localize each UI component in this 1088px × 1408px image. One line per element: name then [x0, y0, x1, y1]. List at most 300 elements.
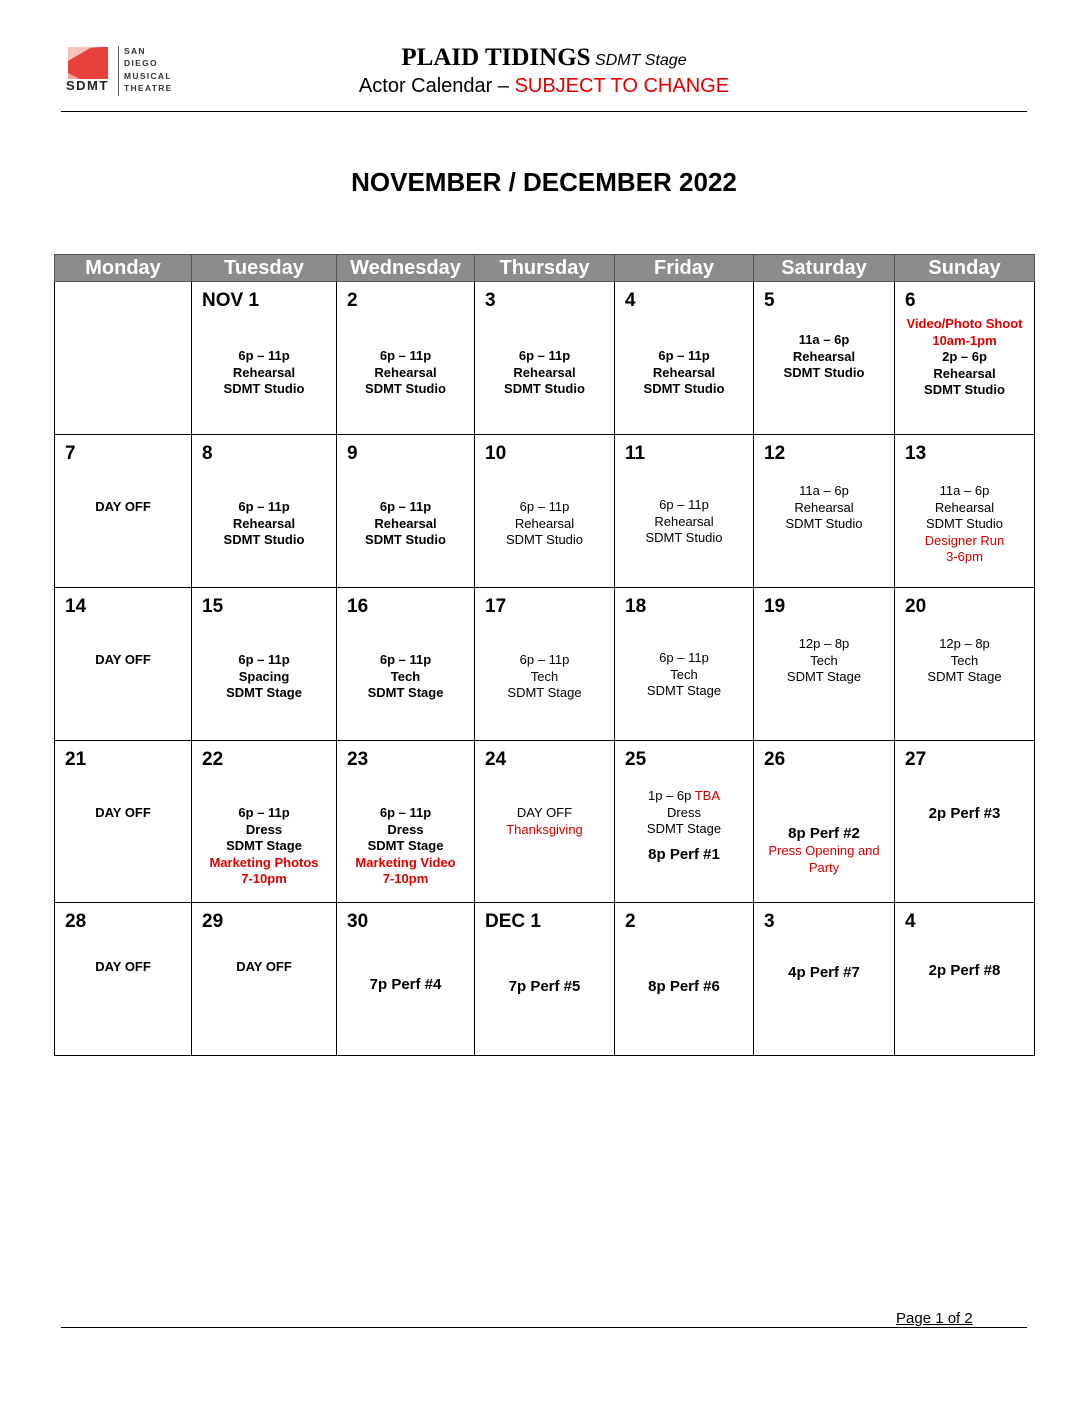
schedule-text: 6p – 11p [238, 348, 290, 363]
schedule-text: 10am-1pm [932, 332, 997, 348]
schedule-line [615, 788, 753, 805]
day-content [475, 741, 614, 902]
day-schedule [337, 976, 474, 994]
schedule-text: Dress [245, 821, 283, 837]
day-schedule [475, 805, 614, 838]
calendar-body [55, 282, 1035, 1056]
calendar-grid [54, 254, 1035, 1056]
day-schedule [615, 978, 753, 996]
schedule-text: 8p Perf #6 [648, 978, 720, 995]
schedule-text: SDMT Studio [223, 381, 305, 396]
schedule-text: SDMT Stage [786, 669, 862, 684]
calendar-day-cell [895, 282, 1035, 435]
calendar-week-row [55, 435, 1035, 588]
day-content [895, 588, 1034, 740]
schedule-line [337, 532, 474, 549]
day-content [192, 588, 336, 740]
schedule-line [895, 533, 1034, 550]
schedule-line [192, 805, 336, 822]
day-schedule [192, 652, 336, 702]
schedule-line [754, 636, 894, 653]
schedule-text: 6p – 11p [379, 348, 432, 363]
day-schedule [337, 499, 474, 549]
weekday-header-row [55, 255, 1035, 282]
day-number: 23 [347, 749, 369, 770]
schedule-line [615, 348, 753, 365]
day-number: 11 [625, 443, 646, 464]
weekday-header: Sunday [895, 255, 1035, 282]
schedule-text: Rehearsal [514, 515, 575, 531]
schedule-text: Rehearsal [654, 513, 714, 529]
calendar-day-cell [337, 435, 475, 588]
calendar-day-cell [192, 741, 337, 903]
month-title: NOVEMBER / DECEMBER 2022 [351, 167, 737, 197]
calendar-day-cell [895, 903, 1035, 1056]
calendar-week-row [55, 588, 1035, 741]
calendar-day-cell [895, 588, 1035, 741]
day-schedule [754, 483, 894, 533]
day-number: 22 [202, 749, 224, 770]
day-number: 9 [347, 443, 358, 464]
schedule-line [337, 381, 474, 398]
schedule-line [192, 959, 336, 976]
schedule-line [337, 822, 474, 839]
calendar-day-cell [475, 588, 615, 741]
schedule-line [55, 499, 191, 516]
day-number: 27 [905, 749, 927, 770]
logo-abbreviation: SDMT [66, 78, 109, 93]
schedule-line [475, 499, 614, 516]
day-content [192, 741, 336, 902]
schedule-text: Spacing [238, 668, 290, 684]
schedule-text: Marketing Video [355, 854, 456, 870]
day-schedule [55, 805, 191, 822]
day-content [475, 588, 614, 740]
schedule-line [754, 669, 894, 686]
schedule-text: DAY OFF [95, 652, 151, 667]
day-content [895, 435, 1034, 587]
day-number: 2 [625, 911, 636, 932]
schedule-line [337, 516, 474, 533]
schedule-line [337, 499, 474, 516]
header-rule [61, 111, 1027, 112]
schedule-text: Rehearsal [792, 348, 856, 364]
calendar-day-cell [55, 741, 192, 903]
schedule-text: DAY OFF [95, 959, 151, 974]
schedule-text: SDMT Stage [367, 685, 444, 700]
calendar-day-cell [475, 282, 615, 435]
calendar-day-cell [615, 741, 754, 903]
schedule-text: 6p – 11p [659, 497, 709, 512]
schedule-text: SDMT Studio [504, 381, 585, 396]
schedule-line [192, 516, 336, 533]
day-schedule [895, 636, 1034, 686]
schedule-line [337, 805, 474, 822]
calendar-day-cell [754, 741, 895, 903]
schedule-text: DAY OFF [516, 805, 573, 820]
day-schedule [192, 959, 336, 976]
schedule-text: SDMT Studio [365, 381, 446, 396]
day-schedule [192, 348, 336, 398]
schedule-line [754, 500, 894, 517]
day-number: NOV 1 [202, 290, 260, 311]
schedule-text: SDMT Stage [367, 838, 444, 853]
calendar-week-row [55, 741, 1035, 903]
day-schedule [475, 978, 614, 996]
schedule-line [55, 959, 191, 976]
schedule-line [192, 381, 336, 398]
schedule-text: Dress [387, 821, 424, 837]
schedule-text: Tech [670, 666, 698, 682]
schedule-line [754, 332, 894, 349]
schedule-line [192, 348, 336, 365]
schedule-text: Tech [950, 652, 979, 668]
logo-word: THEATRE [124, 83, 173, 94]
schedule-text: SDMT Studio [924, 382, 1005, 397]
day-number: 20 [905, 596, 927, 617]
schedule-line [192, 838, 336, 855]
schedule-line [475, 652, 614, 669]
calendar-day-cell [337, 741, 475, 903]
schedule-line [475, 348, 614, 365]
schedule-text: 6p – 11p [658, 348, 710, 363]
calendar-day-cell [615, 588, 754, 741]
schedule-text: 7-10pm [382, 871, 429, 886]
page-number: Page 1 of 2 [896, 1310, 973, 1327]
calendar-day-cell [754, 903, 895, 1056]
day-number: 24 [485, 749, 507, 770]
schedule-line [754, 365, 894, 382]
schedule-text: 6p – 11p [519, 652, 570, 667]
schedule-line [615, 683, 753, 700]
day-number: 30 [347, 911, 369, 932]
schedule-line [475, 532, 614, 549]
schedule-line [615, 805, 753, 822]
calendar-day-cell [615, 903, 754, 1056]
logo-word: SAN [124, 46, 146, 56]
calendar-day-cell [754, 282, 895, 435]
schedule-line [895, 382, 1034, 399]
day-content [475, 435, 614, 587]
day-content [192, 435, 336, 587]
header-title-line [0, 44, 1088, 72]
day-content [754, 282, 894, 434]
day-content [615, 588, 753, 740]
day-schedule [337, 348, 474, 398]
day-number: 5 [764, 290, 775, 311]
day-content [55, 282, 191, 434]
schedule-text: Tech [390, 668, 421, 684]
day-content [55, 741, 191, 902]
day-number: DEC 1 [485, 911, 541, 932]
calendar-day-cell [55, 903, 192, 1056]
calendar-day-cell [337, 588, 475, 741]
schedule-line [895, 669, 1034, 686]
calendar-day-cell [615, 435, 754, 588]
schedule-text: SDMT Stage [226, 685, 302, 700]
schedule-text: SDMT Studio [223, 532, 305, 547]
day-number: 12 [764, 443, 786, 464]
schedule-text: Tech [530, 668, 559, 684]
calendar-day-cell [192, 588, 337, 741]
schedule-line [895, 549, 1034, 566]
schedule-text: Thanksgiving [506, 821, 583, 837]
day-schedule [475, 348, 614, 398]
day-schedule [754, 636, 894, 686]
schedule-line [475, 381, 614, 398]
schedule-text: 6p – 11p [379, 805, 432, 820]
day-schedule [192, 499, 336, 549]
schedule-line [895, 500, 1034, 517]
calendar-day-cell [55, 588, 192, 741]
schedule-text: 6p – 11p [238, 652, 290, 667]
day-schedule [615, 497, 753, 547]
schedule-text: 6p – 11p [659, 650, 709, 665]
schedule-text: Designer Run [924, 532, 1005, 548]
day-number: 29 [202, 911, 224, 932]
calendar-day-cell [615, 282, 754, 435]
schedule-line [895, 333, 1034, 350]
schedule-line [192, 855, 336, 872]
day-number: 26 [764, 749, 786, 770]
calendar-week-row [55, 903, 1035, 1056]
schedule-text: 6p – 11p [379, 652, 432, 667]
schedule-line [895, 483, 1034, 500]
day-content [615, 903, 753, 1055]
weekday-header: Thursday [475, 255, 615, 282]
schedule-line [475, 685, 614, 702]
day-content [192, 903, 336, 1055]
day-number: 2 [347, 290, 358, 311]
schedule-line [192, 822, 336, 839]
schedule-text: SDMT Stage [507, 685, 582, 700]
day-schedule [615, 650, 753, 700]
day-number: 13 [905, 443, 927, 464]
schedule-line [895, 636, 1034, 653]
schedule-line [615, 846, 753, 864]
schedule-line [337, 976, 474, 994]
schedule-line [192, 365, 336, 382]
day-number: 21 [65, 749, 87, 770]
day-content [895, 903, 1034, 1055]
day-schedule [475, 652, 614, 702]
schedule-line [895, 962, 1034, 980]
schedule-line [754, 653, 894, 670]
schedule-text: 6p – 11p [519, 499, 570, 514]
weekday-header: Tuesday [192, 255, 337, 282]
schedule-line [895, 316, 1034, 333]
schedule-text: SDMT Studio [645, 530, 723, 545]
schedule-text: DAY OFF [95, 499, 151, 514]
schedule-text: Rehearsal [374, 515, 437, 531]
day-content [337, 282, 474, 434]
schedule-line [337, 871, 474, 888]
day-content [754, 435, 894, 587]
day-content [337, 588, 474, 740]
schedule-text: 6p – 11p [238, 499, 290, 514]
schedule-text: 4p Perf #7 [788, 964, 860, 981]
calendar-day-cell [475, 435, 615, 588]
day-schedule [754, 964, 894, 982]
schedule-line [475, 365, 614, 382]
day-number: 7 [65, 443, 76, 464]
schedule-text: DAY OFF [236, 959, 292, 974]
schedule-text: Rehearsal [794, 499, 854, 515]
schedule-line [615, 514, 753, 531]
day-schedule [192, 805, 336, 888]
day-content [475, 903, 614, 1055]
day-content [615, 741, 753, 902]
day-number: 28 [65, 911, 87, 932]
weekday-header: Wednesday [337, 255, 475, 282]
schedule-text: 6p – 11p [379, 499, 432, 514]
day-content [895, 282, 1034, 434]
schedule-line [337, 348, 474, 365]
footer-rule [61, 1327, 1027, 1328]
day-number: 10 [485, 443, 507, 464]
schedule-text: DAY OFF [95, 805, 151, 820]
schedule-line [475, 516, 614, 533]
day-schedule [55, 959, 191, 976]
schedule-text: 2p Perf #8 [928, 962, 1001, 979]
schedule-text: Press Opening and [768, 843, 880, 858]
day-number: 16 [347, 596, 369, 617]
calendar-day-cell [754, 588, 895, 741]
schedule-line [192, 532, 336, 549]
calendar-day-cell [55, 435, 192, 588]
calendar-day-cell [192, 903, 337, 1056]
schedule-line [754, 349, 894, 366]
day-content [55, 903, 191, 1055]
schedule-text: Rehearsal [232, 515, 296, 531]
day-schedule [895, 316, 1034, 399]
day-number: 15 [202, 596, 224, 617]
schedule-text: 2p – 6p [942, 349, 987, 364]
schedule-line [895, 516, 1034, 533]
calendar-week-row [55, 282, 1035, 435]
weekday-header: Monday [55, 255, 192, 282]
schedule-line [615, 667, 753, 684]
calendar-day-cell [895, 435, 1035, 588]
subtitle-prefix: Actor Calendar – [358, 75, 515, 97]
schedule-text: Rehearsal [513, 364, 576, 380]
schedule-line [192, 652, 336, 669]
subtitle [0, 75, 1088, 98]
day-schedule [895, 483, 1034, 566]
schedule-text: SDMT Stage [646, 821, 722, 836]
schedule-text: 12p – 8p [939, 636, 990, 651]
day-schedule [895, 962, 1034, 980]
calendar-day-cell [55, 282, 192, 435]
day-content [55, 435, 191, 587]
weekday-header: Friday [615, 255, 754, 282]
day-schedule [337, 805, 474, 888]
schedule-text: Marketing Photos [209, 854, 319, 870]
schedule-line [615, 497, 753, 514]
day-schedule [754, 332, 894, 382]
logo-word: DIEGO [124, 58, 158, 69]
schedule-text: 3-6pm [946, 549, 983, 564]
schedule-line [192, 669, 336, 686]
schedule-line [615, 365, 753, 382]
schedule-text: SDMT Studio [505, 532, 584, 547]
day-schedule [615, 348, 753, 398]
day-schedule [55, 652, 191, 669]
schedule-line [615, 978, 753, 996]
day-schedule [754, 825, 894, 876]
calendar-day-cell [475, 741, 615, 903]
calendar-day-cell [475, 903, 615, 1056]
schedule-text: Rehearsal [934, 499, 995, 515]
day-schedule [475, 499, 614, 549]
show-title: PLAID TIDINGS [401, 44, 591, 71]
schedule-text: 7-10pm [241, 871, 287, 886]
schedule-line [895, 366, 1034, 383]
schedule-line [754, 483, 894, 500]
day-schedule [55, 499, 191, 516]
schedule-text: SDMT Studio [785, 516, 863, 531]
schedule-text: 6p – 11p [518, 348, 571, 363]
schedule-line [475, 669, 614, 686]
day-content [754, 588, 894, 740]
day-content [55, 588, 191, 740]
schedule-text: Dress [667, 804, 701, 820]
schedule-line [337, 685, 474, 702]
schedule-line [337, 838, 474, 855]
schedule-text: 11a – 6p [798, 332, 850, 347]
schedule-line [895, 805, 1034, 823]
schedule-line [615, 821, 753, 838]
schedule-line [475, 805, 614, 822]
subject-to-change-warning: SUBJECT TO CHANGE [514, 75, 730, 97]
schedule-text: SDMT Studio [365, 532, 446, 547]
calendar-day-cell [337, 282, 475, 435]
schedule-text: 8p Perf #1 [648, 845, 720, 863]
schedule-text: SDMT Studio [925, 516, 1004, 531]
schedule-line [754, 825, 894, 843]
schedule-line [192, 499, 336, 516]
schedule-line [615, 381, 753, 398]
schedule-text: 2p Perf #3 [928, 805, 1001, 822]
day-content [895, 741, 1034, 902]
schedule-line [337, 652, 474, 669]
schedule-line [475, 978, 614, 996]
day-number: 8 [202, 443, 213, 464]
schedule-text: SDMT Studio [643, 381, 725, 396]
schedule-text: Video/Photo Shoot [906, 316, 1023, 331]
schedule-text: 6p – 11p [238, 805, 290, 820]
schedule-line [55, 805, 191, 822]
tba-note: TBA [691, 788, 721, 803]
schedule-line [337, 669, 474, 686]
calendar-day-cell [192, 435, 337, 588]
day-content [615, 282, 753, 434]
schedule-text: 12p – 8p [798, 636, 850, 651]
schedule-text: 1p – 6p [647, 788, 692, 803]
calendar-day-cell [895, 741, 1035, 903]
schedule-line [475, 822, 614, 839]
schedule-text: 11a – 6p [799, 483, 849, 498]
schedule-line [615, 530, 753, 547]
schedule-line [337, 365, 474, 382]
schedule-line [192, 871, 336, 888]
schedule-line [754, 964, 894, 982]
schedule-line [615, 650, 753, 667]
day-number: 3 [485, 290, 496, 311]
day-content [615, 435, 753, 587]
schedule-text: Rehearsal [652, 364, 716, 380]
schedule-text: SDMT Stage [226, 838, 302, 853]
